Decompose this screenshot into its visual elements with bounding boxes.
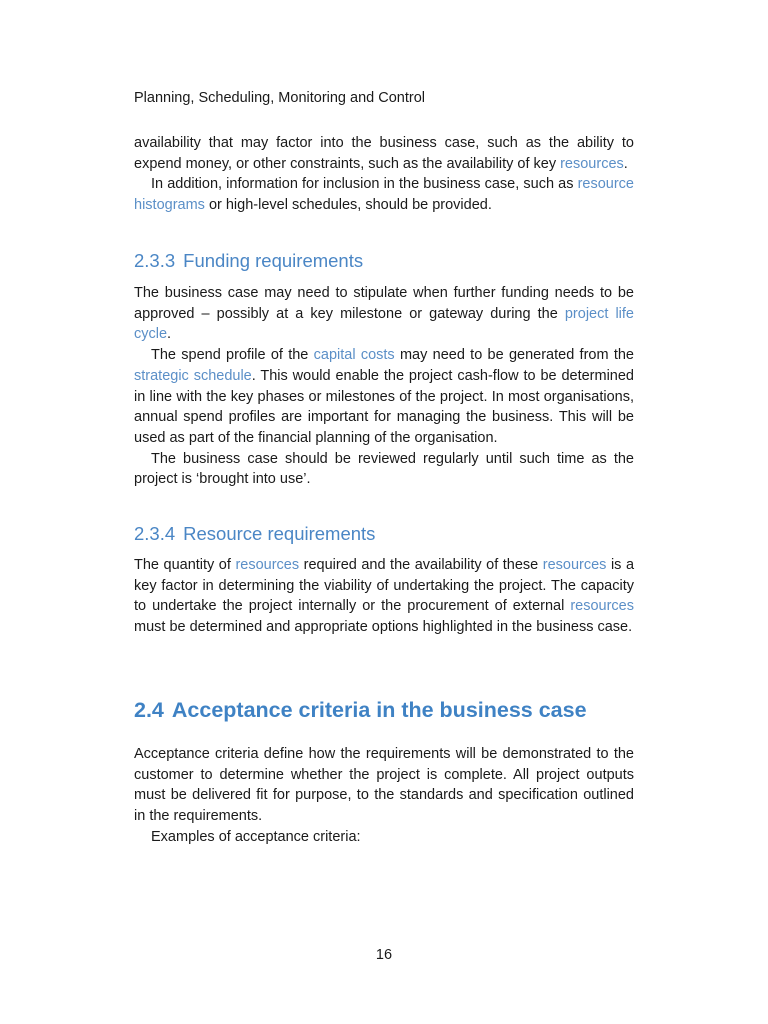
resource-text-block (134, 555, 634, 638)
heading-2-3-3 (134, 249, 363, 273)
link-resources[interactable]: resources (560, 155, 624, 172)
acceptance-paragraph-1 (134, 744, 634, 827)
funding-paragraph-1 (134, 283, 634, 345)
heading-number: 2.4 (134, 698, 164, 722)
text-run: Acceptance criteria define how the requirements will be demonstrated to the customer to determine whether the project is complete. All project outputs must be delivered fit for purpose, to the standards and specification outlined in the requirements. (134, 746, 634, 825)
text-run: In addition, information for inclusion in the business case, such as (151, 176, 578, 193)
heading-number: 2.3.4 (134, 523, 176, 544)
funding-text-block (134, 283, 634, 490)
heading-title: Funding requirements (183, 250, 364, 271)
text-run: The business case may need to stipulate when further funding needs to be approved – possibly at a key milestone or gateway during the (134, 285, 634, 322)
text-run: The quantity of (134, 557, 236, 573)
funding-paragraph-3 (134, 449, 634, 490)
link-resources[interactable]: resources (542, 557, 607, 573)
intro-text-block (134, 133, 634, 216)
link-resources[interactable]: resources (570, 598, 634, 615)
heading-title: Resource requirements (183, 523, 376, 544)
text-run: must be determined and appropriate options highlighted in the business case. (134, 619, 633, 636)
acceptance-text-block (134, 744, 634, 848)
text-run: may need to be generated from the (394, 347, 634, 364)
text-run: availability that may factor into the business case, such as the ability to expend money, or other constraints, such as the availability of key (134, 135, 634, 172)
resource-paragraph-1 (134, 555, 634, 638)
heading-title: Acceptance criteria in the business case (171, 698, 587, 722)
link-resources[interactable]: resources (235, 557, 300, 573)
text-run: . (623, 155, 628, 172)
text-run: The spend profile of the (151, 347, 314, 364)
text-run: The business case should be reviewed regularly until such time as the project is ‘brought into use’. (134, 450, 634, 488)
acceptance-paragraph-2 (134, 827, 634, 848)
link-strategic-schedule[interactable]: strategic schedule (134, 367, 252, 384)
link-capital-costs[interactable]: capital costs (313, 347, 395, 364)
text-run: . This would enable the project cash-flow to be determined in line with the key phases or milestones of the project. In most organisations, annual spend profiles are important for managing the business. This will be used as part of the financial planning of the organisation. (134, 367, 634, 446)
page-number: 16 (375, 947, 393, 963)
link-project-life-cycle[interactable]: project life cycle (134, 305, 634, 343)
running-head: Planning, Scheduling, Monitoring and Control (134, 90, 425, 106)
text-run: required and the availability of these (299, 557, 543, 573)
link-resource-histograms[interactable]: resource histograms (134, 176, 634, 214)
heading-2-4 (134, 696, 587, 724)
funding-paragraph-2 (134, 345, 634, 449)
text-run: is a key factor in determining the viability of undertaking the project. The capacity to undertake the project internally or the procurement of external (134, 557, 635, 615)
intro-paragraph-2 (134, 174, 634, 215)
heading-number: 2.3.3 (134, 250, 176, 271)
heading-2-3-4 (134, 522, 375, 546)
text-run: Examples of acceptance criteria: (151, 828, 361, 845)
intro-paragraph-1 (134, 133, 634, 174)
text-run: . (167, 326, 172, 343)
text-run: or high-level schedules, should be provided. (204, 197, 492, 214)
